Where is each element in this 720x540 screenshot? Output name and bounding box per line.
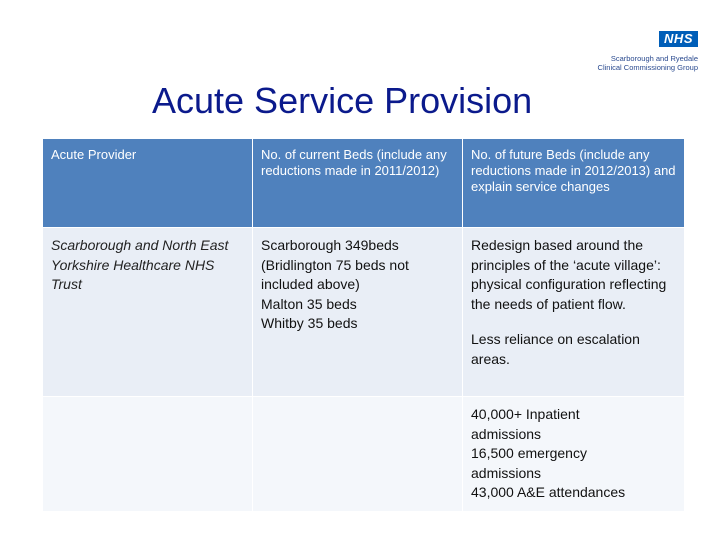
header-future-beds: No. of future Beds (include any reductions made in 2012/2013) and explain service changes: [463, 139, 685, 228]
current-beds-line: included above): [261, 276, 360, 292]
table-header-row: [43, 139, 685, 228]
org-name: [528, 54, 698, 72]
provider-cell: Scarborough and North East Yorkshire Healthcare NHS Trust: [43, 228, 253, 397]
current-beds-cell-empty: [253, 397, 463, 512]
header-current-beds: No. of current Beds (include any reductions made in 2011/2012): [253, 139, 463, 228]
provision-table: [42, 138, 685, 512]
current-beds-line: Scarborough 349beds: [261, 237, 399, 253]
activity-line: 40,000+ Inpatient: [471, 406, 580, 422]
header-acute-provider: Acute Provider: [43, 139, 253, 228]
future-beds-para: Less reliance on escalation areas.: [471, 331, 640, 367]
activity-cell: [463, 397, 685, 512]
nhs-badge: NHS: [659, 31, 698, 47]
activity-line: 16,500 emergency: [471, 445, 587, 461]
page-title: Acute Service Provision: [152, 80, 533, 121]
paragraph-gap: [471, 314, 676, 330]
activity-line: 43,000 A&E attendances: [471, 484, 626, 500]
table-row: [43, 228, 685, 397]
current-beds-line: (Bridlington 75 beds not: [261, 256, 409, 273]
future-beds-para: Redesign based around the principles of the ‘acute village’: physical configuration reflecting the needs of patient flow.: [471, 237, 667, 312]
table-row: [43, 397, 685, 512]
current-beds-line: Malton 35 beds: [261, 295, 357, 312]
provider-cell-empty: [43, 397, 253, 512]
nhs-logo: [528, 30, 698, 72]
activity-line: admissions: [471, 425, 542, 442]
current-beds-cell: [253, 228, 463, 397]
org-name-line1: Scarborough and Ryedale: [610, 54, 698, 63]
future-beds-cell: [463, 228, 685, 397]
current-beds-line: Whitby 35 beds: [261, 315, 358, 331]
org-name-line2: Clinical Commissioning Group: [597, 63, 698, 72]
activity-line: admissions: [471, 464, 542, 481]
